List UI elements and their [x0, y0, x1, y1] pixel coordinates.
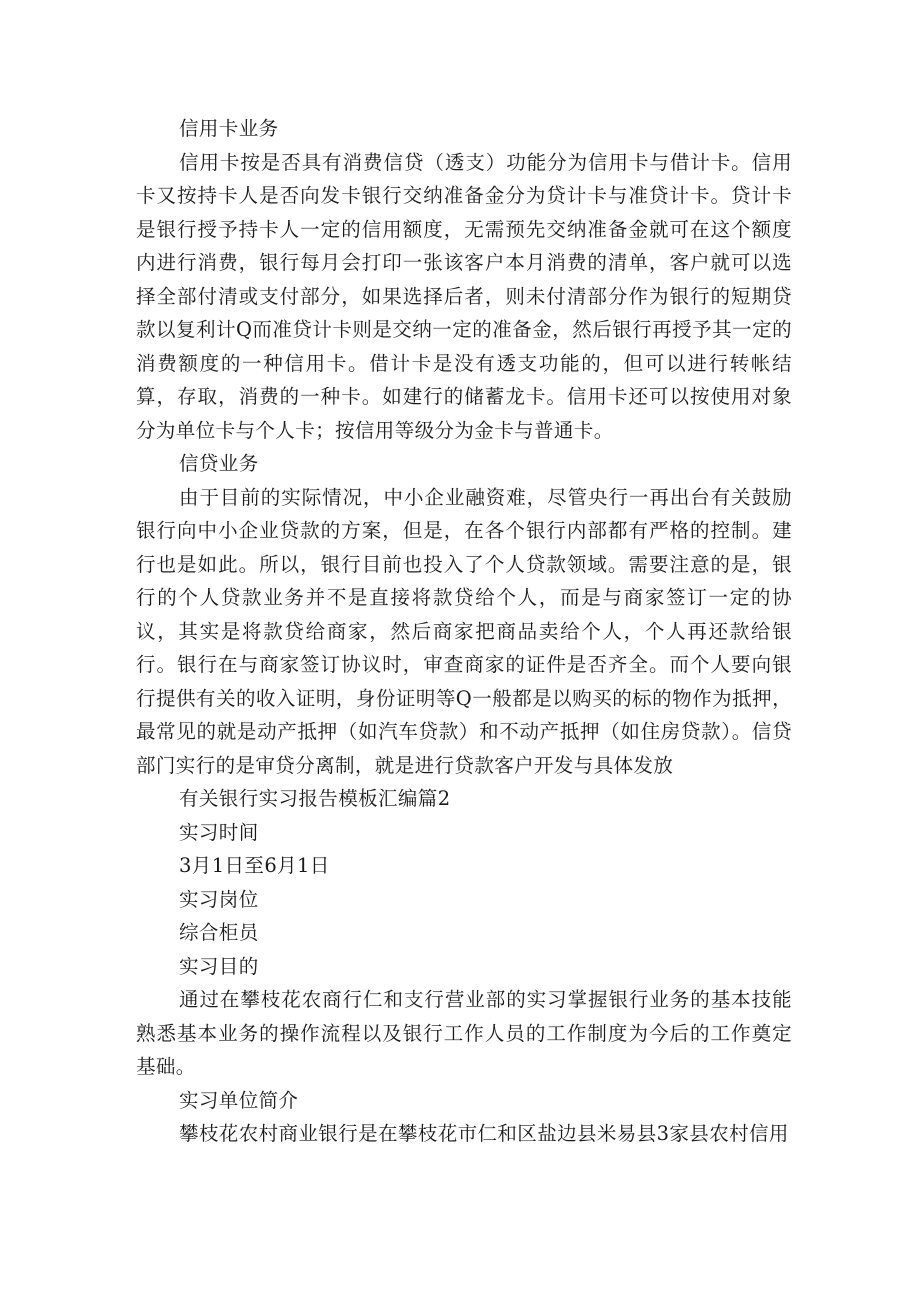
section-heading-credit-card: 信用卡业务 [179, 117, 279, 140]
document-page [136, 112, 792, 1151]
paragraph-unit-intro: 攀枝花农村商业银行是在攀枝花市仁和区盐边县米易县3家县农村信用 [179, 1122, 789, 1145]
heading-internship-position: 实习岗位 [179, 887, 259, 911]
section-heading-credit-loan: 信贷业务 [179, 452, 259, 475]
paragraph-credit-card: 信用卡按是否具有消费信贷（透支）功能分为信用卡与借计卡。信用卡又按持卡人是否向发卡银行交纳准备金分为贷计卡与准贷计卡。贷计卡是银行授予持卡人一定的信用额度，无需预先交纳准备金就可在这个额度内进行消费，银行每月会打印一张该客户本月消费的清单，客户就可以选择全部付清或支付部分，如果选择后者，则未付清部分作为银行的短期贷款以复利计Q而准贷计卡则是交纳一定的准备金，然后银行再授予其一定的消费额度的一种信用卡。借计卡是没有透支功能的，但可以进行转帐结算，存取，消费的一种卡。如建行的储蓄龙卡。信用卡还可以按使用对象分为单位卡与个人卡；按信用等级分为金卡与普通卡。 [136, 150, 792, 442]
paragraph-credit-loan: 由于目前的实际情况，中小企业融资难，尽管央行一再出台有关鼓励银行向中小企业贷款的方案，但是，在各个银行内部都有严格的控制。建行也是如此。所以，银行目前也投入了个人贷款领域。需要注意的是，银行的个人贷款业务并不是直接将款贷给个人，而是与商家签订一定的协议，其实是将款贷给商家，然后商家把商品卖给个人，个人再还款给银行。银行在与商家签订协议时，审查商家的证件是否齐全。而个人要向银行提供有关的收入证明，身份证明等Q一般都是以购买的标的物作为抵押，最常见的就是动产抵押（如汽车贷款）和不动产抵押（如住房贷款）。信贷部门实行的是审贷分离制，就是进行贷款客户开发与具体发放 [136, 485, 792, 777]
heading-unit-intro: 实习单位简介 [179, 1088, 299, 1112]
report-title: 有关银行实习报告模板汇编篇2 [179, 787, 451, 810]
paragraph-internship-purpose: 通过在攀枝花农商行仁和支行营业部的实习掌握银行业务的基本技能熟悉基本业务的操作流程以及银行工作人员的工作制度为今后的工作奠定基础。 [136, 988, 792, 1078]
value-internship-position: 综合柜员 [179, 921, 259, 944]
heading-internship-time: 实习时间 [179, 820, 259, 844]
value-internship-time: 3月1日至6月1日 [179, 854, 330, 877]
heading-internship-purpose: 实习目的 [179, 954, 259, 978]
